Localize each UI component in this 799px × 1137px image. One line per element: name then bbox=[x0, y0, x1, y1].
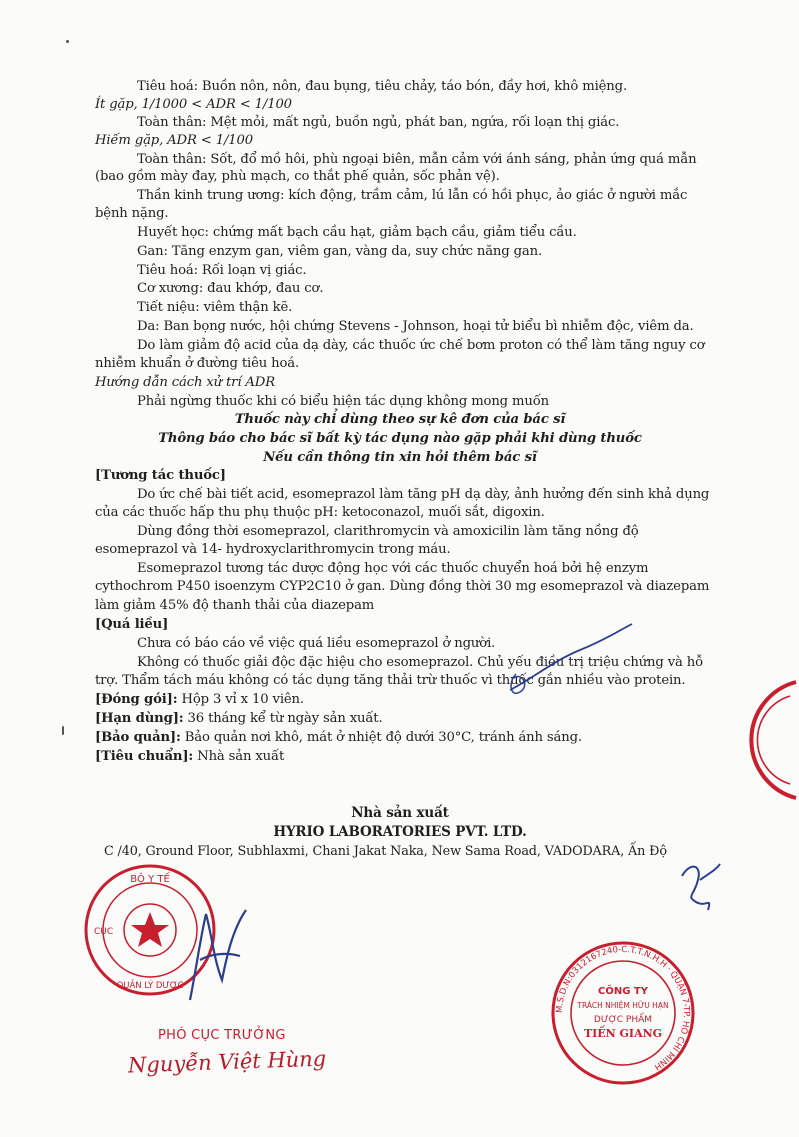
rare-body: Toàn thân: Mệt mỏi, mất ngủ, buồn ngủ, phát ban, ngứa, rối loạn thị giác. bbox=[137, 115, 620, 130]
packaging-value: Hộp 3 vỉ x 10 viên. bbox=[177, 692, 304, 707]
packaging-label: [Đóng gói]: bbox=[95, 692, 178, 707]
very-rare-line: Tiêu hoá: Rối loạn vị giác. bbox=[137, 263, 307, 278]
warning-line: Thuốc này chỉ dùng theo sự kê đơn của bác sĩ bbox=[234, 412, 566, 427]
very-rare-line: (bao gồm mày đay, phù mạch, co thắt phế quản, sốc phản vệ). bbox=[95, 169, 500, 184]
stamp-inner-ring bbox=[571, 961, 675, 1065]
deputy-director-title: PHÓ CỤC TRƯỞNG bbox=[158, 1028, 286, 1043]
shelf-life-value: 36 tháng kể từ ngày sản xuất. bbox=[183, 711, 383, 726]
stamp-outer-ring bbox=[553, 943, 693, 1083]
stamp-text: QUẢN LÝ DƯỢC bbox=[116, 981, 184, 991]
very-rare-heading: Hiếm gặp, ADR < 1/100 bbox=[95, 133, 253, 148]
manufacturer-heading: Nhà sản xuất bbox=[351, 805, 449, 821]
warning-line: Nếu cần thông tin xin hỏi thêm bác sĩ bbox=[263, 450, 537, 465]
stamp-line: DƯỢC PHẨM bbox=[593, 1015, 653, 1025]
signature-stroke bbox=[510, 624, 632, 690]
very-rare-line: bệnh nặng. bbox=[95, 206, 169, 221]
interactions-line: làm giảm 45% độ thanh thải của diazepam bbox=[95, 598, 375, 613]
very-rare-line: Da: Ban bọng nước, hội chứng Stevens - Johnson, hoại tử biểu bì nhiễm độc, viêm da. bbox=[137, 319, 694, 334]
company-stamp bbox=[548, 938, 698, 1088]
interactions-heading: [Tương tác thuốc] bbox=[95, 468, 226, 483]
manufacturer-name: HYRIO LABORATORIES PVT. LTD. bbox=[273, 824, 527, 840]
adr-guide-body: Phải ngừng thuốc khi có biểu hiện tác dụng không mong muốn bbox=[137, 394, 549, 409]
stamp-line: TIẾN GIANG bbox=[583, 1027, 663, 1040]
storage-label: [Bảo quản]: bbox=[95, 730, 181, 745]
scan-speck bbox=[66, 40, 69, 43]
very-rare-line: Gan: Tăng enzym gan, viêm gan, vàng da, suy chức năng gan. bbox=[137, 244, 542, 259]
overdose-line: trợ. Thẩm tách máu không có tác dụng tăng thải trừ thuốc vì thuốc gắn nhiều vào protein. bbox=[95, 673, 686, 688]
standard-label: [Tiêu chuẩn]: bbox=[95, 749, 194, 764]
overdose-line: Không có thuốc giải độc đặc hiệu cho esomeprazol. Chủ yếu điều trị triệu chứng và hỗ bbox=[137, 655, 704, 670]
very-rare-line: Huyết học: chứng mất bạch cầu hạt, giảm bạch cầu, giảm tiểu cầu. bbox=[137, 225, 577, 240]
interactions-line: Do ức chế bài tiết acid, esomeprazol làm tăng pH dạ dày, ảnh hưởng đến sinh khả dụng bbox=[137, 487, 710, 502]
stamp-ring-text-path: M.S.D.N:0312167240-C.T.T.N.H.H · QUẬN 7-TP. HỒ CHÍ MINH bbox=[554, 944, 692, 1072]
overdose-line: Chưa có báo cáo về việc quá liều esomeprazol ở người. bbox=[137, 636, 496, 651]
interactions-line: Dùng đồng thời esomeprazol, clarithromycin và amoxicilin làm tăng nồng độ bbox=[137, 524, 639, 539]
interactions-line: Esomeprazol tương tác dược động học với các thuốc chuyển hoá bởi hệ enzym bbox=[137, 561, 649, 576]
signature-stroke bbox=[682, 864, 720, 910]
partial-stamp-edge bbox=[740, 678, 799, 802]
stamp-line: TRÁCH NHIỆM HỮU HẠN bbox=[577, 1001, 669, 1010]
very-rare-line: Do làm giảm độ acid của dạ dày, các thuốc ức chế bơm proton có thể làm tăng nguy cơ bbox=[137, 338, 705, 353]
storage-value: Bảo quản nơi khô, mát ở nhiệt độ dưới 30°C, tránh ánh sáng. bbox=[180, 730, 582, 745]
interactions-line: esomeprazol và 14- hydroxyclarithromycin trong máu. bbox=[95, 542, 451, 557]
scribble-signature bbox=[500, 620, 640, 710]
adverse-common-digestive: Tiêu hoá: Buồn nôn, nôn, đau bụng, tiêu chảy, táo bón, đầy hơi, khô miệng. bbox=[137, 79, 627, 94]
storage-row bbox=[95, 729, 582, 746]
very-rare-line: Toàn thân: Sốt, đổ mồ hôi, phù ngoại biên, mẫn cảm với ánh sáng, phản ứng quá mẫn bbox=[137, 152, 697, 167]
initial-signature bbox=[676, 856, 726, 916]
official-signature bbox=[170, 900, 260, 1010]
adr-guide-heading: Hướng dẫn cách xử trí ADR bbox=[95, 375, 275, 390]
interactions-line: của các thuốc hấp thu phụ thuộc pH: ketoconazol, muối sắt, digoxin. bbox=[95, 505, 545, 520]
signature-stroke bbox=[190, 910, 246, 1000]
shelf-life-label: [Hạn dùng]: bbox=[95, 711, 184, 726]
deputy-director-name: Nguyễn Việt Hùng bbox=[127, 1046, 327, 1078]
stamp-line: CÔNG TY bbox=[598, 986, 648, 997]
standard-value: Nhà sản xuất bbox=[193, 749, 285, 764]
stamp-text: BỘ Y TẾ bbox=[130, 874, 170, 885]
star-icon bbox=[131, 912, 169, 947]
rare-heading: Ít gặp, 1/1000 < ADR < 1/100 bbox=[95, 97, 292, 112]
stamp-text: CỤC bbox=[94, 927, 114, 937]
interactions-line: cythochrom P450 isoenzym CYP2C10 ở gan. Dùng đồng thời 30 mg esomeprazol và diazepam bbox=[95, 579, 710, 594]
overdose-heading: [Quá liều] bbox=[95, 617, 169, 632]
very-rare-line: Thần kinh trung ương: kích động, trầm cảm, lú lẫn có hồi phục, ảo giác ở người mắc bbox=[137, 188, 688, 203]
very-rare-line: nhiễm khuẩn ở đường tiêu hoá. bbox=[95, 356, 300, 371]
very-rare-line: Tiết niệu: viêm thận kẽ. bbox=[137, 300, 293, 315]
stamp-inner-ring bbox=[757, 696, 790, 784]
shelf-life-row bbox=[95, 710, 383, 727]
scan-mark bbox=[62, 726, 64, 735]
manufacturer-address: C /40, Ground Floor, Subhlaxmi, Chani Jakat Naka, New Sama Road, VADODARA, Ấn Độ bbox=[104, 844, 667, 859]
very-rare-line: Cơ xương: đau khớp, đau cơ. bbox=[137, 281, 324, 296]
standard-row bbox=[95, 748, 284, 765]
packaging-row bbox=[95, 691, 304, 708]
warning-line: Thông báo cho bác sĩ bất kỳ tác dụng nào gặp phải khi dùng thuốc bbox=[158, 431, 642, 446]
